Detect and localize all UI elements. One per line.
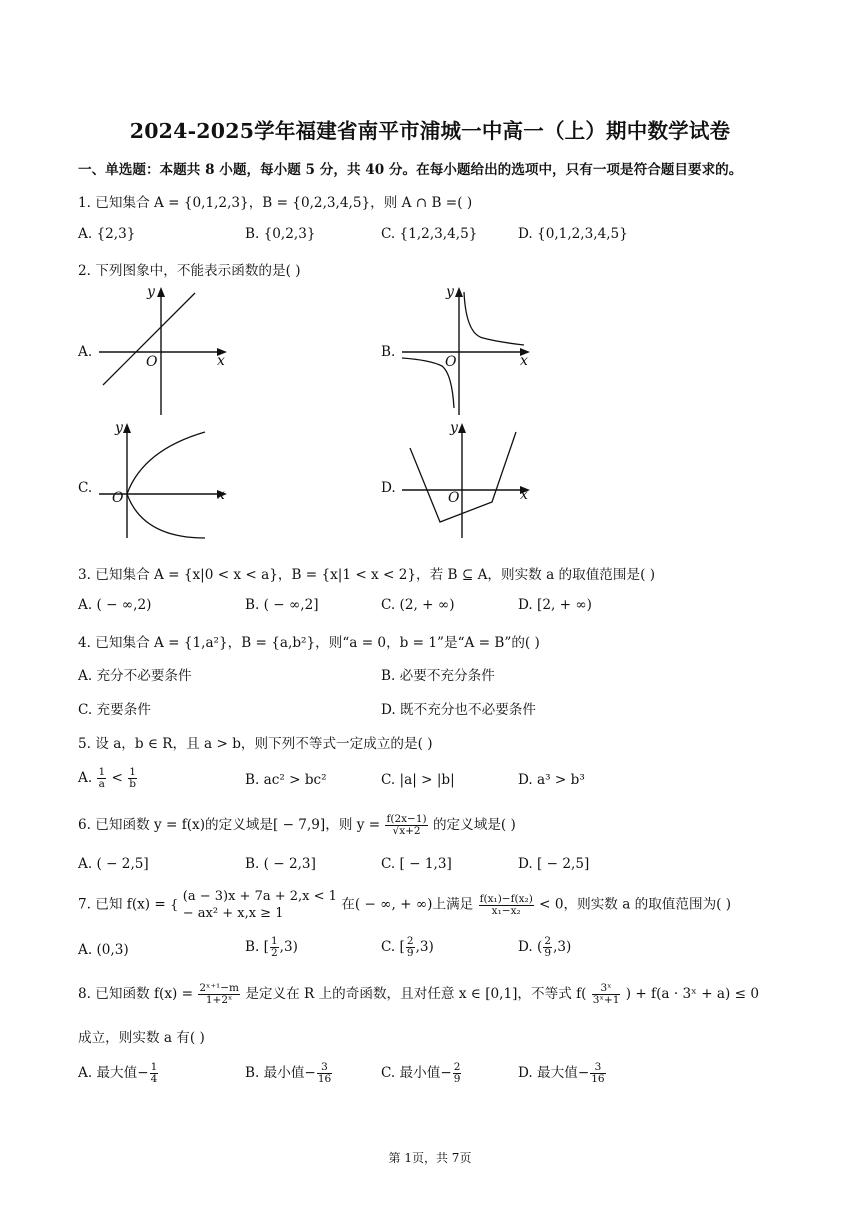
question-1-option-c: C. {1,2,3,4,5} <box>381 226 478 242</box>
graph-d-y-label: y <box>450 420 458 436</box>
question-7-option-d: D. ( $\frac{2}{9}$ ,3) <box>518 935 572 959</box>
question-5-option-b: B. ac² > bc² <box>245 772 327 788</box>
graph-c <box>95 418 235 540</box>
question-2-option-d-label: D. <box>381 480 396 496</box>
graph-a-x-label: x <box>217 353 225 369</box>
q7-piecewise-cases <box>183 888 337 922</box>
question-7-stem <box>78 888 731 922</box>
question-3-option-b: B. ( − ∞,2] <box>245 597 319 613</box>
question-7-option-a: A. (0,3) <box>78 942 129 958</box>
q7-fraction: $\frac{\text{f(x₁)−f(x₂)}}{\text{x₁−x₂}}$ <box>479 892 533 917</box>
question-1-stem: 1. 已知集合 A = {0,1,2,3}，B = {0,2,3,4,5}，则 A ∩ B =( ) <box>78 195 473 211</box>
q7-stem-pre: 7. 已知 f(x) = <box>78 896 166 913</box>
page-title: 2024-2025学年福建省南平市浦城一中高一（上）期中数学试卷 <box>129 119 731 143</box>
q6-stem-pre: 6. 已知函数 y = f(x)的定义域是[ − 7,9]，则 y = <box>78 817 381 833</box>
graph-a-y-label: y <box>147 284 155 300</box>
question-4-option-a: A. 充分不必要条件 <box>78 668 192 684</box>
question-4-option-b: B. 必要不充分条件 <box>381 668 495 684</box>
question-4-stem: 4. 已知集合 A = {1,a²}，B = {a,b²}，则“a = 0，b = 1”是“A = B”的( ) <box>78 635 540 651</box>
q8-fraction-1: $\frac{\text{2ˣ⁺¹−m}}{\text{1+2ˣ}}$ <box>199 982 239 1006</box>
q7-case-2: − ax² + x,x ≥ 1 <box>182 906 284 921</box>
q5a-prefix: A. <box>78 770 93 786</box>
question-8-option-b: B. 最小值− $\frac{3}{16}$ <box>245 1061 332 1085</box>
graph-b <box>398 282 538 417</box>
question-8-option-c: C. 最小值− $\frac{2}{9}$ <box>381 1061 461 1085</box>
question-6-stem <box>78 813 516 837</box>
graph-b-x-label: x <box>520 353 528 369</box>
question-3-option-d: D. [2, + ∞) <box>518 597 592 613</box>
question-6-option-c: C. [ − 1,3] <box>381 856 452 872</box>
q8-stem-post: ) + f(a · 3ˣ + a) ≤ 0 <box>625 986 759 1002</box>
graph-c-x-label: x <box>217 487 225 503</box>
q5a-operator: < <box>111 770 123 786</box>
question-1-option-d: D. {0,1,2,3,4,5} <box>518 226 628 242</box>
question-3-stem: 3. 已知集合 A = {x|0 < x < a}，B = {x|1 < x < 2}，若 B ⊆ A，则实数 a 的取值范围是( ) <box>78 567 656 583</box>
page-footer: 第 1页，共 7页 <box>388 1151 472 1165</box>
section-heading: 一、单选题：本题共 8 小题，每小题 5 分，共 40 分。在每小题给出的选项中，只有一项是符合题目要求的。 <box>78 162 743 178</box>
q6-stem-post: 的定义域是( ) <box>432 817 516 833</box>
q7-stem-mid: 在( − ∞, + ∞)上满足 <box>341 896 474 913</box>
question-3-option-c: C. (2, + ∞) <box>381 597 455 613</box>
q8-stem-pre: 8. 已知函数 f(x) = <box>78 986 194 1002</box>
graph-d <box>398 418 538 540</box>
question-1-option-b: B. {0,2,3} <box>245 226 316 242</box>
graph-c-y-label: y <box>115 420 123 436</box>
question-6-option-b: B. ( − 2,3] <box>245 856 316 872</box>
q8-stem-mid: 是定义在 R 上的奇函数，且对任意 x ∈ [0,1]，不等式 f( <box>245 986 587 1002</box>
graph-a-origin: O <box>146 354 158 370</box>
question-5-option-d: D. a³ > b³ <box>518 772 585 788</box>
q8-fraction-2: $\frac{\text{3ˣ}}{\text{3ˣ+1}}$ <box>592 982 620 1006</box>
graph-d-origin: O <box>448 490 460 506</box>
question-8-stem-line2: 成立，则实数 a 有( ) <box>78 1030 205 1046</box>
q5a-fraction-1: $\frac{1}{a}$ <box>98 766 106 790</box>
q5a-fraction-2: $\frac{1}{b}$ <box>129 766 136 790</box>
question-7-option-c: C. [ $\frac{2}{9}$ ,3) <box>381 935 434 959</box>
question-2-option-c-label: C. <box>78 480 93 496</box>
graph-d-x-label: x <box>520 487 528 503</box>
question-5-stem: 5. 设 a，b ∈ R，且 a > b，则下列不等式一定成立的是( ) <box>78 736 433 752</box>
question-2-option-a-label: A. <box>78 344 93 360</box>
q7-brace-symbol: { <box>170 897 179 913</box>
question-6-option-d: D. [ − 2,5] <box>518 856 590 872</box>
graph-a <box>95 282 235 417</box>
q6-fraction: $\frac{f(2x-1)}{√x+2}$ <box>386 813 427 837</box>
question-2-stem: 2. 下列图象中，不能表示函数的是( ) <box>78 263 301 279</box>
question-5-option-a <box>78 767 138 790</box>
question-5-option-c: C. |a| > |b| <box>381 772 455 788</box>
question-3-option-a: A. ( − ∞,2) <box>78 597 152 613</box>
question-1-option-a: A. {2,3} <box>78 226 136 242</box>
question-8-option-d: D. 最大值− $\frac{3}{16}$ <box>518 1061 605 1085</box>
question-4-option-c: C. 充要条件 <box>78 702 151 718</box>
question-7-option-b: B. [ $\frac{1}{2}$ ,3) <box>245 935 298 959</box>
question-4-option-d: D. 既不充分也不必要条件 <box>381 702 536 718</box>
question-6-option-a: A. ( − 2,5] <box>78 856 149 872</box>
graph-b-y-label: y <box>446 284 454 300</box>
question-8-stem <box>78 982 759 1006</box>
question-8-option-a: A. 最大值− $\frac{1}{4}$ <box>78 1061 158 1085</box>
q7-case-1: (a − 3)x + 7a + 2,x < 1 <box>182 889 337 904</box>
graph-b-origin: O <box>445 354 457 370</box>
q7-stem-post: < 0，则实数 a 的取值范围为( ) <box>539 896 732 913</box>
question-2-option-b-label: B. <box>381 344 396 360</box>
graph-c-origin: O <box>112 490 124 506</box>
